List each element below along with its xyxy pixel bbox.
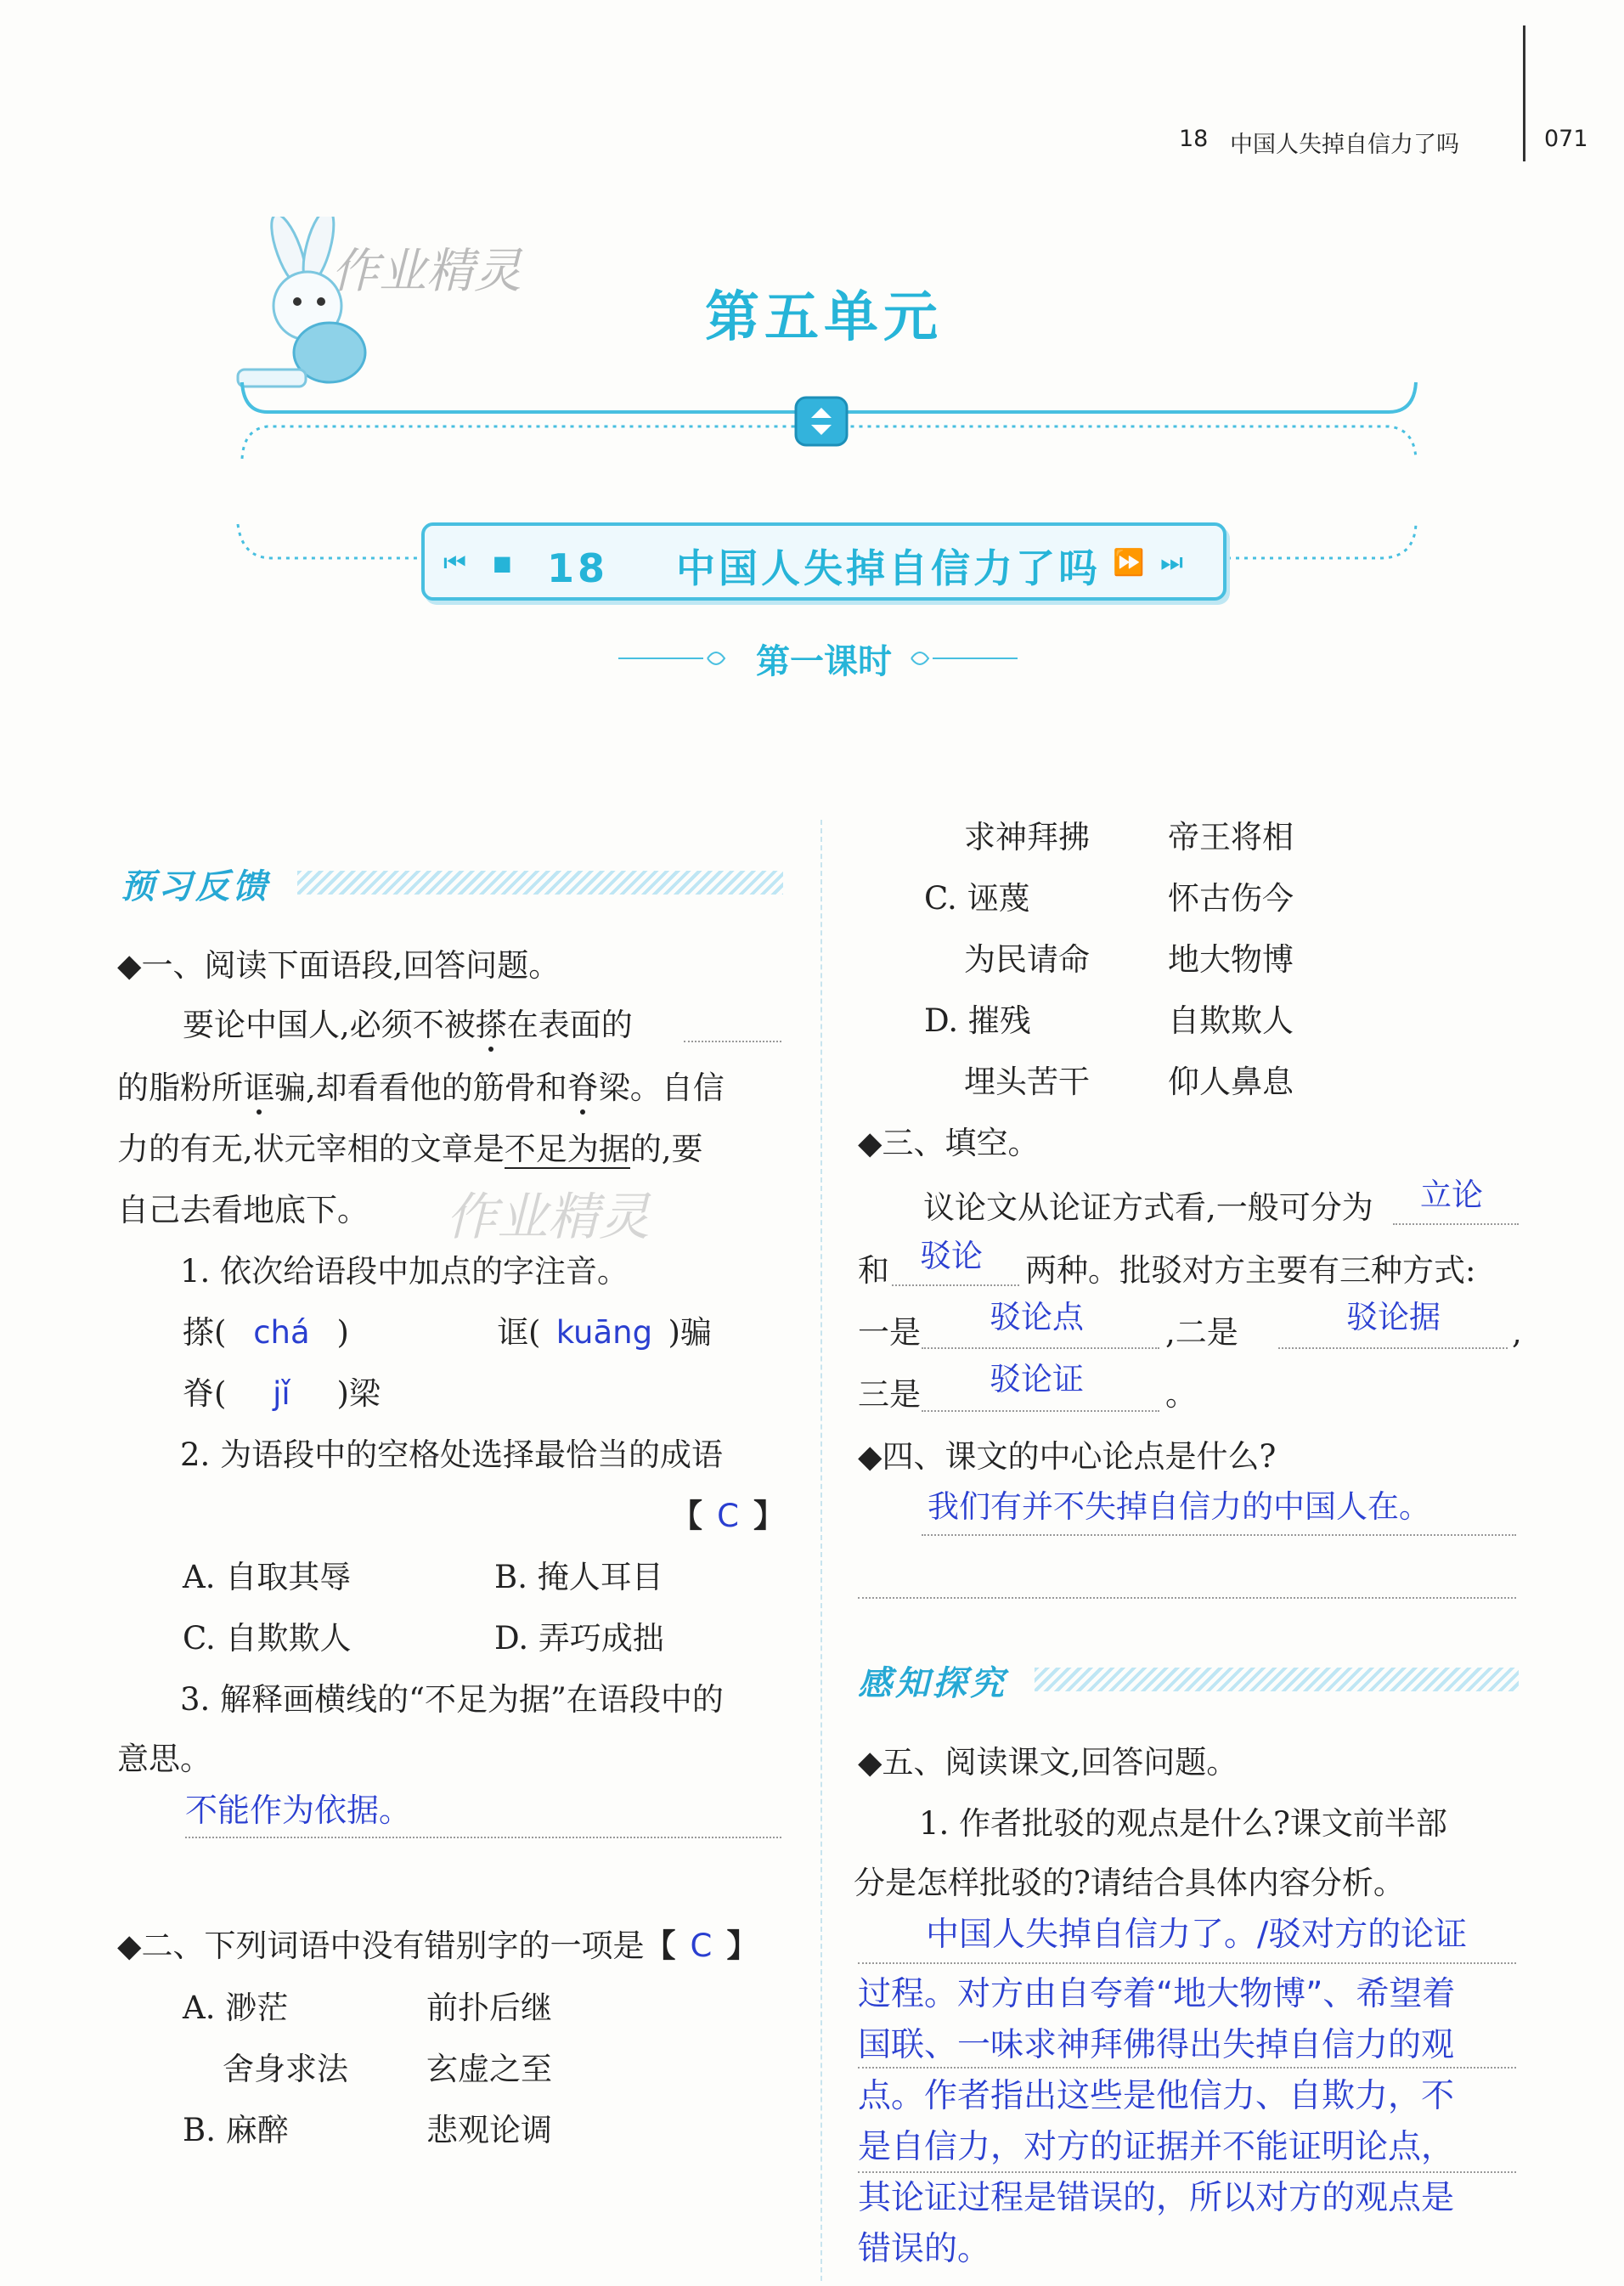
dotted-char: 脊 (567, 1070, 599, 1106)
q3-line2b: 两种。批驳对方主要有三种方式: (1025, 1252, 1476, 1289)
pinyin-close: )骗 (668, 1314, 712, 1351)
q3-answer-2: 驳论 (920, 1238, 983, 1274)
para-text: 梁。自信 (598, 1070, 725, 1106)
q3-line3a: 一是 (858, 1314, 921, 1351)
pinyin-close: )梁 (336, 1375, 381, 1412)
q1-sub2-bracket (671, 1497, 785, 1534)
lesson-number: 18 (546, 545, 608, 591)
q5-sub1-line1: 1. 作者批驳的观点是什么?课文前半部 (919, 1805, 1447, 1842)
header-lesson-number: 18 (1179, 126, 1209, 152)
q5-answer-line6: 其论证过程是错误的，所以对方的观点是 (858, 2179, 1455, 2217)
blank-line (892, 1284, 1019, 1286)
pinyin-char: 诓( (497, 1314, 541, 1351)
section-stripe (1035, 1668, 1519, 1691)
q1-sub2-answer: C (717, 1498, 739, 1534)
q3-line1: 议论文从论证方式看,一般可分为 (923, 1189, 1373, 1226)
q2-stem-text: ◆二、下列词语中没有错别字的一项是 (117, 1928, 645, 1964)
bracket-open: 【 (644, 1927, 676, 1964)
option-b: B. 掩人耳目 (494, 1559, 663, 1595)
section-stripe (297, 871, 783, 895)
section-preview-heading: 预习反馈 (121, 867, 270, 906)
q1-sub2: 2. 为语段中的空格处选择最恰当的成语 (180, 1437, 724, 1473)
q3-line2a: 和 (858, 1252, 889, 1289)
q3-answer-4: 驳论据 (1346, 1299, 1441, 1335)
q4-answer: 我们有并不失掉自信力的中国人在。 (928, 1488, 1430, 1525)
q5-stem: ◆五、阅读课文,回答问题。 (858, 1744, 1238, 1781)
skip-back-icon: ⏮ (443, 548, 466, 578)
q3-answer-1: 立论 (1420, 1177, 1483, 1213)
pinyin-char: 搽( (183, 1314, 227, 1351)
q1-para-line4: 自己去看地底下。 (117, 1192, 369, 1228)
section-explore-heading: 感知探究 (858, 1664, 1007, 1703)
q3-answer-3: 驳论点 (990, 1299, 1084, 1335)
q1-sub1: 1. 依次给语段中加点的字注音。 (180, 1253, 629, 1290)
q2-a4: 玄虚之至 (426, 2051, 552, 2087)
q2-c2: 怀古伤今 (1168, 880, 1294, 917)
q3-line4a: 三是 (858, 1376, 921, 1413)
pinyin-answer: kuāng (555, 1314, 653, 1351)
pinyin-1 (183, 1314, 349, 1351)
watermark-top: 作业精灵 (331, 244, 522, 299)
pinyin-3 (183, 1375, 381, 1412)
q3-answer-5: 驳论证 (990, 1361, 1084, 1397)
lesson-title (425, 538, 1223, 594)
bracket-close: 】 (753, 1497, 785, 1534)
q2-d2: 自欺欺人 (1168, 1002, 1294, 1039)
q5-answer-line1: 中国人失掉自信力了。/驳对方的论证 (926, 1916, 1468, 1954)
q5-answer-line7: 错误的。 (858, 2230, 991, 2268)
pinyin-char: 脊( (183, 1375, 227, 1412)
q2-a2: 前扑后继 (426, 1990, 552, 2026)
page-number: 071 (1544, 126, 1588, 152)
q1-para-line1 (183, 1009, 633, 1041)
option-a: A. 自取其辱 (183, 1559, 352, 1595)
q2-b1: B. 麻醉 (183, 2112, 289, 2148)
period-title: 第一课时 (756, 642, 892, 681)
answer-line (858, 1597, 1516, 1599)
answer-line (858, 2067, 1516, 2069)
unit-banner-ornament (234, 365, 1423, 476)
q5-answer-line4: 点。作者指出这些是他信力、自欺力，不 (858, 2077, 1455, 2115)
q2-b2: 悲观论调 (426, 2112, 552, 2148)
q1-para-line2 (117, 1070, 725, 1106)
q2-d4: 仰人鼻息 (1168, 1064, 1294, 1100)
pinyin-answer: chá (253, 1314, 310, 1351)
bracket-open: 【 (671, 1497, 702, 1534)
pinyin-answer: jǐ (273, 1375, 290, 1412)
q1-sub3-line2: 意思。 (117, 1741, 211, 1777)
q2-answer: C (690, 1928, 713, 1964)
answer-line (185, 1837, 781, 1838)
q5-sub1-line2: 分是怎样批驳的?请结合具体内容分析。 (854, 1865, 1405, 1901)
q2-c4: 地大物博 (1168, 941, 1294, 978)
q2-d1: D. 摧残 (924, 1002, 1031, 1039)
bracket-close: 】 (726, 1927, 758, 1964)
para-text: 的,要 (629, 1131, 703, 1167)
answer-line (858, 2171, 1516, 2173)
para-text: 要论中国人,必须不被 (183, 1007, 476, 1043)
q2-stem (117, 1927, 758, 1964)
q2-b4: 帝王将相 (1168, 819, 1294, 855)
blank-line (922, 1410, 1159, 1412)
pinyin-close: ) (336, 1314, 349, 1351)
blank-line (1393, 1223, 1519, 1225)
q5-answer-line2: 过程。对方由自夸着“地大物博”、希望着 (858, 1975, 1456, 2013)
unit-title: 第五单元 (705, 286, 943, 349)
q3-line3c: , (1512, 1314, 1522, 1351)
stop-icon: ■ (493, 551, 512, 575)
dotted-char: 诓 (243, 1070, 274, 1106)
q3-line4b: 。 (1165, 1376, 1197, 1413)
pinyin-2 (497, 1314, 712, 1351)
dotted-char: 搽 (475, 1007, 507, 1043)
lesson-heading-box (421, 522, 1226, 601)
para-text: 的脂粉所 (117, 1070, 243, 1106)
q2-c1: C. 诬蔑 (924, 880, 1030, 917)
q1-sub3-line1: 3. 解释画横线的“不足为据”在语段中的 (180, 1681, 724, 1718)
column-divider (820, 820, 822, 2281)
q2-a1: A. 渺茫 (183, 1990, 289, 2026)
blank-line (1278, 1347, 1508, 1349)
q1-stem: ◆一、阅读下面语段,回答问题。 (117, 947, 561, 984)
answer-line (922, 1534, 1516, 1536)
q5-answer-line3: 国联、一味求神拜佛得出失掉自信力的观 (858, 2026, 1455, 2064)
para-text: 骗,却看看他的筋骨和 (274, 1070, 567, 1106)
skip-forward-icon: ⏭ (1160, 548, 1183, 578)
underlined-phrase: 不足为据 (504, 1131, 630, 1167)
q4-stem: ◆四、课文的中心论点是什么? (858, 1438, 1277, 1475)
lesson-name: 中国人失掉自信力了吗 (676, 545, 1102, 591)
q3-stem: ◆三、填空。 (858, 1125, 1040, 1161)
para-text: 力的有无,状元宰相的文章是 (117, 1131, 505, 1167)
q5-answer-line5: 是自信力，对方的证据并不能证明论点， (858, 2128, 1455, 2166)
q1-para-line3 (117, 1133, 703, 1165)
q1-sub3-answer: 不能作为依据。 (185, 1792, 412, 1829)
q2-a3: 舍身求法 (223, 2051, 348, 2087)
header-lesson-title: 中国人失掉自信力了吗 (1230, 132, 1459, 158)
blank-line (684, 1041, 781, 1042)
header-vertical-rule (1523, 25, 1525, 161)
q2-b3: 求神拜拂 (964, 819, 1090, 855)
q3-line3b: ,二是 (1165, 1314, 1238, 1351)
fast-forward-icon: ⏩ (1113, 548, 1145, 578)
q2-c3: 为民请命 (964, 941, 1090, 978)
watermark-middle: 作业精灵 (446, 1188, 650, 1247)
option-d: D. 弄巧成拙 (494, 1620, 664, 1657)
option-c: C. 自欺欺人 (183, 1620, 352, 1657)
answer-line (858, 1962, 1516, 1964)
para-text: 在表面的 (506, 1007, 633, 1043)
blank-line (922, 1347, 1159, 1349)
q2-d3: 埋头苦干 (964, 1064, 1090, 1100)
